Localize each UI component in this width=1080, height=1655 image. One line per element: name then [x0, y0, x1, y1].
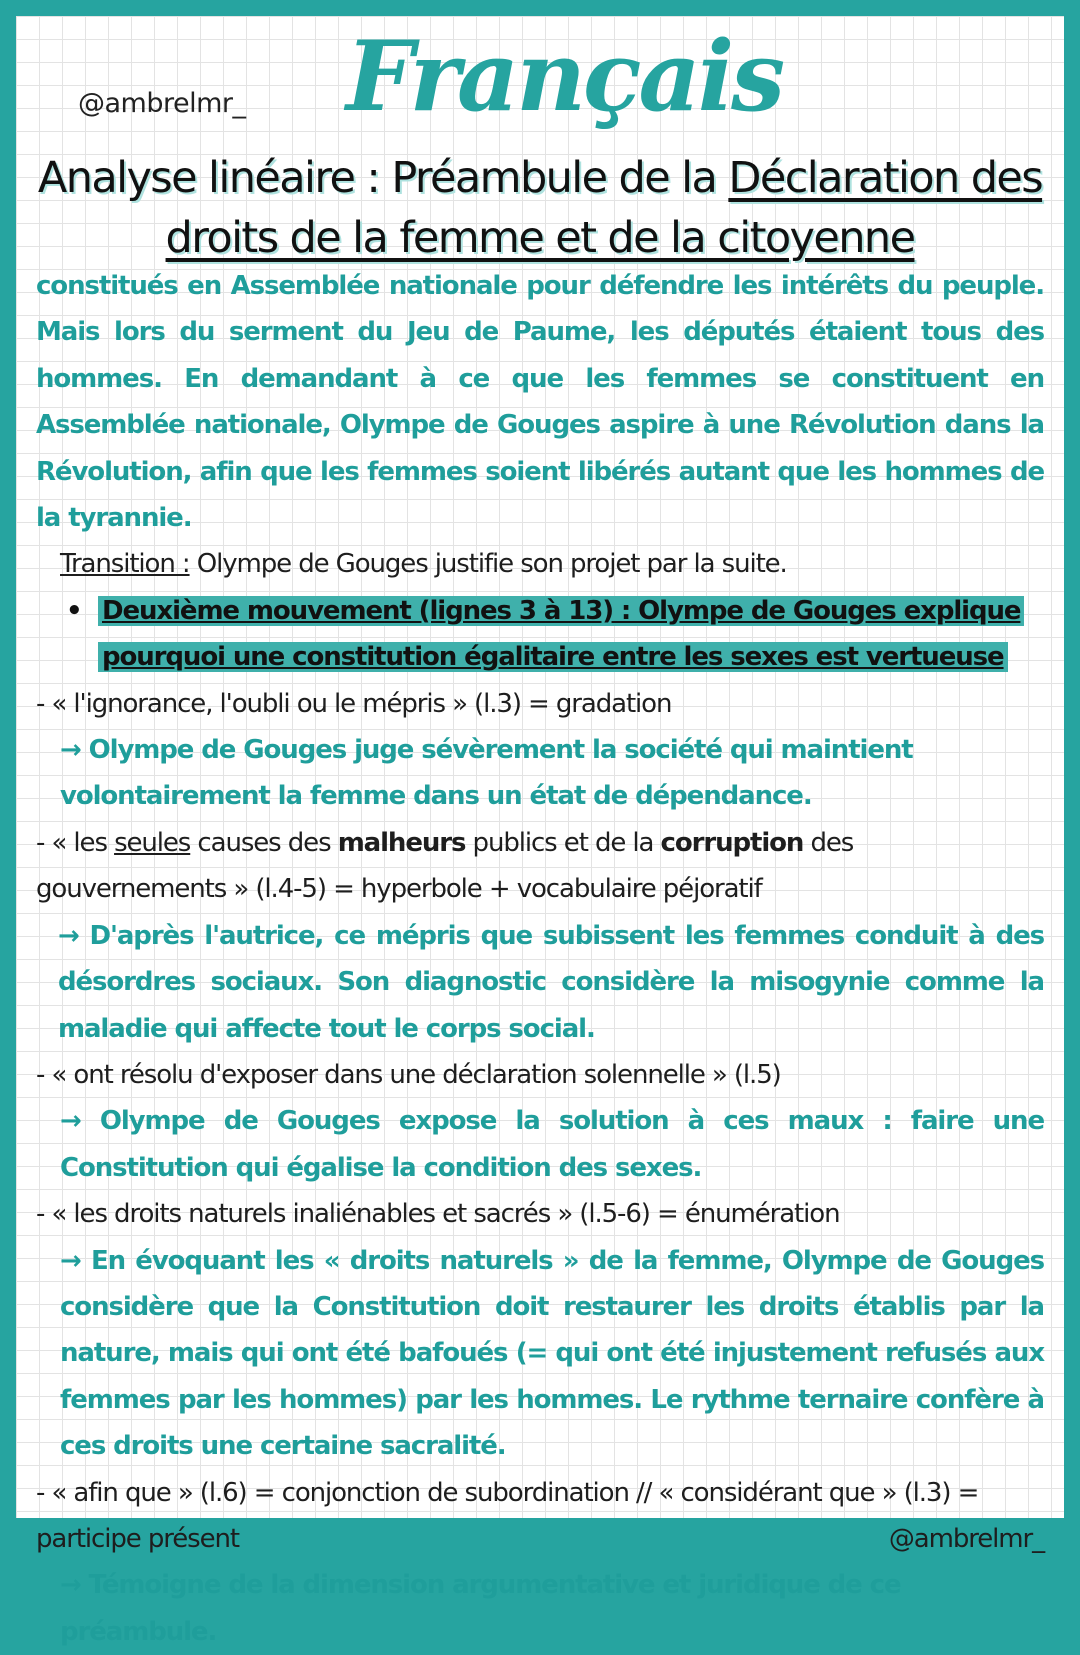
author-handle: @ambrelmr_: [78, 88, 246, 119]
note-content: [36, 263, 1044, 1655]
item-2-text-c: publics et de la: [465, 827, 661, 858]
item-2-corruption: corruption: [660, 827, 804, 858]
title-prefix: Analyse linéaire : Préambule de la: [37, 153, 729, 203]
transition-line: [36, 541, 1044, 587]
item-2-analysis: → D'après l'autrice, ce mépris que subissent les femmes conduit à des désordres sociaux. Son diagnostic considère la misogynie comme la maladie qui affecte tout le corps social.: [58, 920, 1044, 1044]
page-title: [36, 148, 1044, 268]
transition-text: Olympe de Gouges justifie son projet par la suite.: [189, 549, 787, 580]
movement-heading: [36, 588, 1044, 681]
item-2-seules: seules: [114, 827, 191, 858]
item-5-continuation-row: [36, 1516, 1044, 1562]
item-2-text-a: - « les: [36, 827, 115, 858]
item-1-analysis: → Olympe de Gouges juge sévèrement la société qui maintient volontairement la femme dans un état de dépendance.: [60, 735, 913, 812]
item-5-quote: - « afin que » (l.6) = conjonction de subordination // « considérant que » (l.3) =: [36, 1477, 979, 1508]
item-3-quote: - « ont résolu d'exposer dans une déclaration solennelle » (l.5): [36, 1059, 781, 1090]
item-5-analysis: → Témoigne de la dimension argumentative et juridique de ce préambule.: [60, 1570, 901, 1647]
item-4-analysis: → En évoquant les « droits naturels » de la femme, Olympe de Gouges considère que la Constitution doit restaurer les droits établis par la nature, mais qui ont été bafoués (= qui ont été injustement refusés aux femmes par les hommes) par les hommes. Le rythme ternaire confère à ces droits une certaine sacralité.: [60, 1245, 1044, 1462]
intro-paragraph: constitués en Assemblée nationale pour défendre les intérêts du peuple. Mais lors du serment du Jeu de Paume, les députés étaient tous des hommes. En demandant à ce que les femmes se constituent en Assemblée nationale, Olympe de Gouges aspire à une Révolution dans la Révolution, afin que les femmes soient libérés autant que les hommes de la tyrannie.: [36, 271, 1044, 534]
movement-title: Deuxième mouvement (lignes 3 à 13) : Olympe de Gouges explique pourquoi une constitution égalitaire entre les sexes est vertueuse: [98, 596, 1024, 672]
note-page: [16, 16, 1064, 1647]
subject-heading: Français: [346, 20, 783, 133]
transition-label: Transition :: [60, 549, 190, 580]
item-2-malheurs: malheurs: [337, 827, 466, 858]
item-5-continuation: participe présent: [36, 1523, 239, 1554]
title-underlined: Déclaration des droits de la femme et de la citoyenne: [165, 153, 1043, 263]
item-2-text-b: causes des: [190, 827, 338, 858]
item-2-quote: [36, 820, 1044, 913]
item-4-quote: - « les droits naturels inaliénables et sacrés » (l.5-6) = énumération: [36, 1199, 840, 1230]
item-1-quote: - « l'ignorance, l'oubli ou le mépris » (l.3) = gradation: [36, 688, 672, 719]
item-2-text-d: des gouvernements » (l.4-5) = hyperbole + vocabulaire péjoratif: [36, 827, 854, 905]
bullet-icon: •: [66, 595, 82, 626]
footer-handle: @ambrelmr_: [888, 1523, 1044, 1554]
item-3-analysis: → Olympe de Gouges expose la solution à ces maux : faire une Constitution qui égalise la condition des sexes.: [60, 1106, 1044, 1183]
